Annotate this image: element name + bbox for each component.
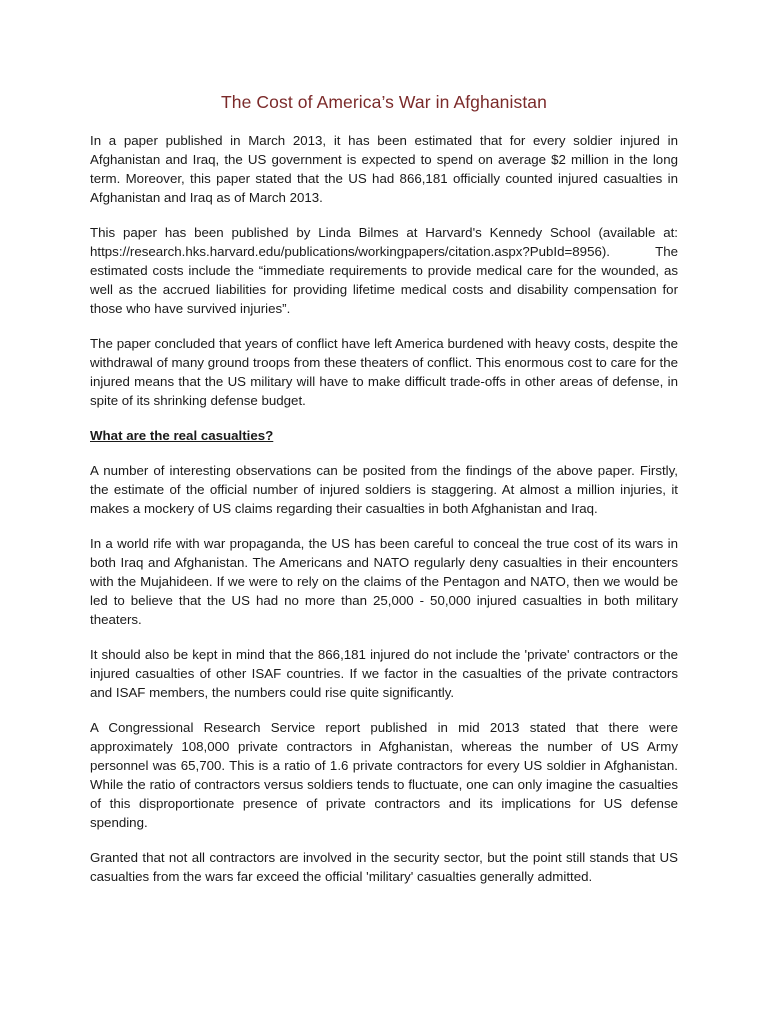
paragraph: It should also be kept in mind that the 866,181 injured do not include the 'private' contractors or the injured casualties of other ISAF countries. If we factor in the casualties of the private contractors and ISAF members, the numbers could rise quite significantly. <box>90 647 678 700</box>
paragraph: The paper concluded that years of conflict have left America burdened with heavy costs, despite the withdrawal of many ground troops from these theaters of conflict. This enormous cost to care for the injured means that the US military will have to make difficult trade-offs in other areas of defense, in spite of its shrinking defense budget. <box>90 336 678 408</box>
paragraph: In a paper published in March 2013, it has been estimated that for every soldier injured in Afghanistan and Iraq, the US government is expected to spend on average $2 million in the long term. Moreover, this paper stated that the US had 866,181 officially counted injured casualties in Afghanistan and Iraq as of March 2013. <box>90 133 678 205</box>
paragraph: This paper has been published by Linda Bilmes at Harvard's Kennedy School (available at: https://research.hks.harvard.edu/publications/workingpapers/citation.aspx?PubId=8956). The estimated costs include the “immediate requirements to provide medical care for the wounded, as well as the accrued liabilities for providing lifetime medical costs and disability compensation for those who have survived injuries”. <box>90 225 678 316</box>
paragraph: A Congressional Research Service report published in mid 2013 stated that there were approximately 108,000 private contractors in Afghanistan, whereas the number of US Army personnel was 65,700. This is a ratio of 1.6 private contractors for every US soldier in Afghanistan. While the ratio of contractors versus soldiers tends to fluctuate, one can only imagine the casualties of this disproportionate presence of private contractors and its implications for US defense spending. <box>90 720 678 830</box>
paragraph: Granted that not all contractors are involved in the security sector, but the point still stands that US casualties from the wars far exceed the official 'military' casualties generally admitted. <box>90 850 678 884</box>
document-title: The Cost of America’s War in Afghanistan <box>221 92 547 112</box>
paragraph: In a world rife with war propaganda, the US has been careful to conceal the true cost of its wars in both Iraq and Afghanistan. The Americans and NATO regularly deny casualties in their encounters with the Mujahideen. If we were to rely on the claims of the Pentagon and NATO, then we would be led to believe that the US had no more than 25,000 - 50,000 injured casualties in both military theaters. <box>90 536 678 627</box>
section-subheading: What are the real casualties? <box>90 428 274 443</box>
paragraph: A number of interesting observations can be posited from the findings of the above paper. Firstly, the estimate of the official number of injured soldiers is staggering. At almost a million injuries, it makes a mockery of US claims regarding their casualties in both Afghanistan and Iraq. <box>90 463 678 516</box>
document-page <box>90 92 678 902</box>
